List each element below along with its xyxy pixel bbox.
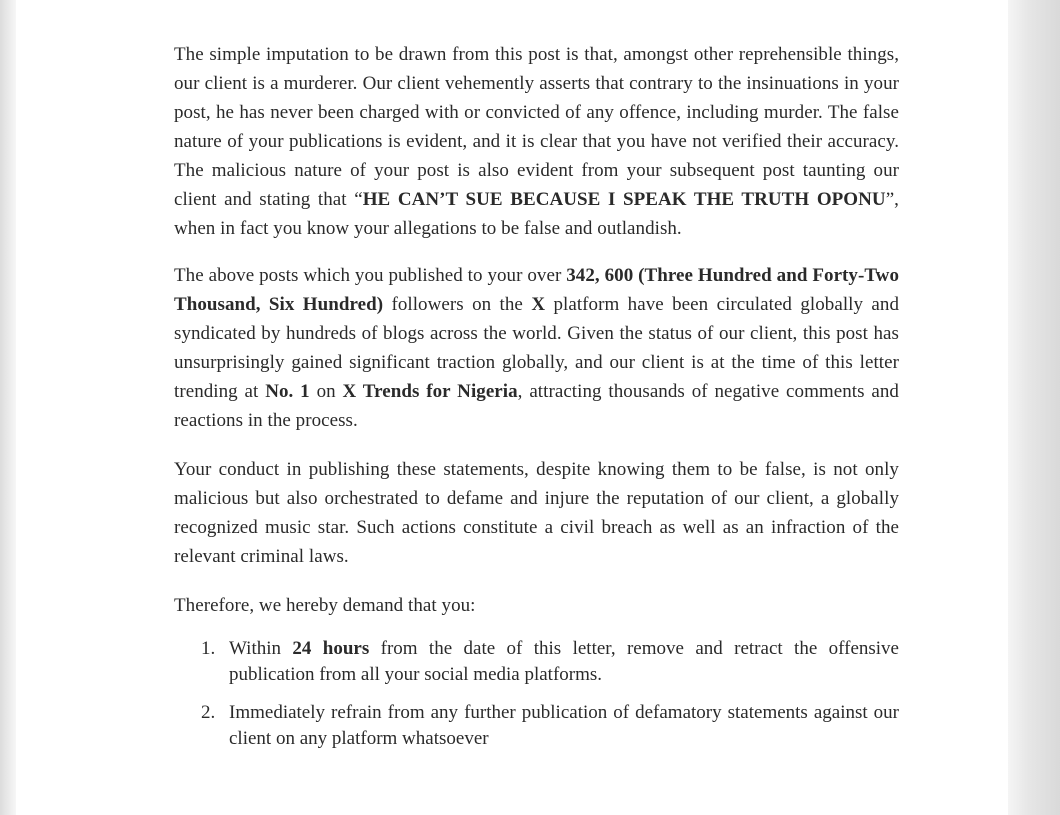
paragraph-imputation bbox=[174, 40, 899, 243]
paragraph-text: The above posts which you published to your over bbox=[174, 265, 567, 286]
demands-list bbox=[174, 636, 899, 752]
trend-location: X Trends for Nigeria bbox=[342, 381, 518, 402]
letter-page bbox=[16, 0, 1008, 815]
paragraph-text: followers on the bbox=[383, 294, 532, 315]
paragraph-reach bbox=[174, 261, 899, 435]
page-shadow-right bbox=[1008, 0, 1060, 815]
demand-item bbox=[201, 700, 899, 752]
paragraph-text: The simple imputation to be drawn from this post is that, amongst other reprehensible things, our client is a murderer. Our client vehemently asserts that contrary to the insinuations in your post, he has never been charged with or convicted of any offence, including murder. The false nature of your publications is evident, and it is clear that you have not verified their accuracy. The malicious nature of your post is also evident from your subsequent post taunting our client and stating that “ bbox=[174, 44, 899, 210]
paragraph-text: on bbox=[309, 381, 343, 402]
platform-name: X bbox=[531, 294, 546, 315]
follower-count: 342, 600 (Three Hundred and Forty-Two Thousand, Six Hundred) bbox=[174, 265, 899, 315]
paragraph-text: ”, when in fact you know your allegations to be false and outlandish. bbox=[174, 189, 899, 239]
demand-number: 1. bbox=[201, 638, 216, 659]
demand-text: Within bbox=[229, 638, 293, 659]
demand-text: Immediately refrain from any further publication of defamatory statements against our client on any platform whatsoever bbox=[229, 702, 899, 749]
paragraph-text: Therefore, we hereby demand that you: bbox=[174, 595, 476, 616]
paragraph-text: platform have been circulated globally and syndicated by hundreds of blogs across the world. Given the status of our client, this post has unsurprisingly gained significant traction globally, and our client is at the time of this letter trending at bbox=[174, 294, 899, 402]
paragraph-demand-intro bbox=[174, 591, 899, 620]
page-shadow-left bbox=[0, 0, 16, 815]
demand-text: from the date of this letter, remove and retract the offensive publication from all your social media platforms. bbox=[229, 638, 899, 685]
demand-item bbox=[201, 636, 899, 688]
paragraph-conduct bbox=[174, 455, 899, 571]
demand-number: 2. bbox=[201, 702, 216, 723]
deadline: 24 hours bbox=[292, 638, 370, 659]
trend-rank: No. 1 bbox=[265, 381, 310, 402]
quoted-taunt: HE CAN’T SUE BECAUSE I SPEAK THE TRUTH OPONU bbox=[362, 189, 886, 210]
paragraph-text: , attracting thousands of negative comments and reactions in the process. bbox=[174, 381, 899, 431]
paragraph-text: Your conduct in publishing these statements, despite knowing them to be false, is not only malicious but also orchestrated to defame and injure the reputation of our client, a globally recognized music star. Such actions constitute a civil breach as well as an infraction of the relevant criminal laws. bbox=[174, 459, 899, 567]
letter-body bbox=[174, 40, 899, 764]
